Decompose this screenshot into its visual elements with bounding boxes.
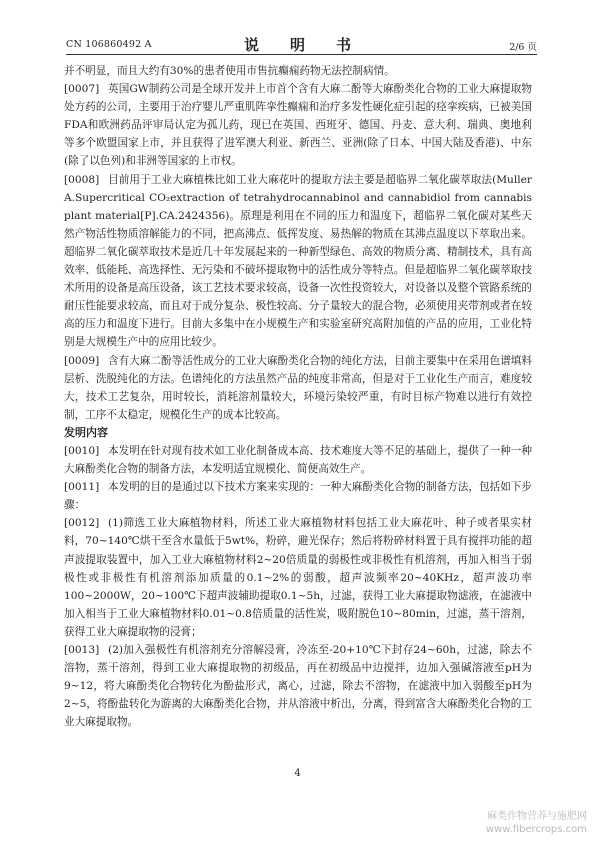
page-info: 2/6 页	[509, 42, 537, 53]
watermark-url: www.fibercrops.com	[485, 824, 587, 835]
paragraph-0011	[64, 478, 532, 514]
paragraph-text: (1)筛选工业大麻植物材料，所述工业大麻植物材料包括工业大麻花叶、种子或者果实材料，70~140℃烘干至含水量低于5wt%，粉碎，避光保存；然后将粉碎材料置于具有搅拌功能的超声波提取装置中，加入工业大麻植物材料2~20倍质量的弱极性或非极性有机溶剂，再加入相当于弱极性或非极性有机溶剂添加质量的0.1~2%的弱酸，超声波频率20~40KHz，超声波功率100~2000W，20~100℃下超声波辅助提取0.1~5h，过滤，获得工业大麻提取物滤液，在滤液中加入相当于工业大麻植物材料0.01~0.8倍质量的活性炭，吸附脱色10~80min，过滤，蒸干溶剂，获得工业大麻提取物的浸膏；	[64, 517, 532, 638]
paragraph-number: [0011]	[64, 481, 100, 494]
paragraph-0009	[64, 352, 532, 424]
document-title: 说 明 书	[243, 36, 359, 54]
paragraph-text: 含有大麻二酚等活性成分的工业大麻酚类化合物的纯化方法，目前主要集中在采用色谱填料层析、洗脱纯化的方法。色谱纯化的方法虽然产品的纯度非常高，但是对于工业化生产而言，难度较大，技术工艺复杂，用时较长，消耗溶剂量较大，环境污染较严重，有时目标产物难以进行有效控制，工序不太稳定，规模化生产的成本比较高。	[64, 354, 532, 421]
paragraph-text: (2)加入强极性有机溶剂充分溶解浸膏，冷冻至-20+10℃下封存24~60h，过滤，除去不溶物，蒸干溶剂，得到工业大麻提取物的初级品，再在初级品中边搅拌，边加入强碱溶液至pH为9~12，将大麻酚类化合物转化为酚盐形式，离心，过滤，除去不溶物，在滤液中加入弱酸至pH为2~5，将酚盐转化为游离的大麻酚类化合物，并从溶液中析出，分离，得到富含大麻酚类化合物的工业大麻提取物。	[64, 644, 532, 729]
publication-number: CN 106860492 A	[66, 39, 152, 50]
continued-text: 并不明显，而且大约有30%的患者使用市售抗癫痫药物无法控制病情。	[64, 65, 395, 77]
paragraph-number: [0013]	[64, 644, 100, 656]
paragraph-0013	[64, 641, 532, 731]
watermark-site-name: 麻类作物营养与施肥网	[487, 811, 587, 822]
paragraph-number: [0008]	[64, 173, 100, 186]
document-body	[64, 62, 532, 731]
paragraph-number: [0012]	[64, 517, 100, 530]
paragraph-0010	[64, 442, 532, 478]
paragraph-number: [0007]	[64, 83, 100, 96]
paragraph-0008	[64, 171, 532, 352]
paragraph-number: [0009]	[64, 354, 100, 367]
page-number: 4	[294, 768, 301, 779]
page-header	[66, 34, 537, 55]
paragraph-text: 目前用于工业大麻植株比如工业大麻花叶的提取方法主要是超临界二氧化碳萃取法(Muller A.Supercritical CO₂extraction of tetrahydrocannabinol and cannabidiol from cannabis plant material[P].CA.2424356)。原理是利用在不同的压力和温度下，超临界二氧化碳对某些天然产物活性物质溶解能力的不同，把高沸点、低挥发度、易热解的物质在其沸点温度以下萃取出来。超临界二氧化碳萃取技术是近几十年发展起来的一种新型绿色、高效的物质分离、精制技术，具有高效率、低能耗、高选择性、无污染和不破坏提取物中的活性成分等特点。但是超临界二氧化碳萃取技术所用的设备是高压设备，该工艺技术要求较高，设备一次性投资较大，对设备以及整个管路系统的耐压性能要求较高，而且对于成分复杂、极性较高、分子量较大的混合物，必须使用夹带剂或者在较高的压力和温度下进行。目前大多集中在小规模生产和实验室研究高附加值的产品的应用，工业化特别是大规模生产中的应用比较少。	[64, 173, 532, 349]
paragraph-text: 本发明的目的是通过以下技术方案来实现的：一种大麻酚类化合物的制备方法，包括如下步骤：	[64, 481, 532, 512]
section-heading: 发明内容	[64, 425, 108, 439]
paragraph-0012	[64, 514, 532, 641]
paragraph-number: [0010]	[64, 444, 100, 457]
paragraph-0007	[64, 80, 532, 170]
paragraph-text: 本发明在针对现有技术如工业化制备成本高、技术难度大等不足的基础上，提供了一种一种大麻酚类化合物的制备方法，本发明适宜规模化、简便高效生产。	[64, 444, 532, 476]
paragraph-text: 英国GW制药公司是全球开发并上市首个含有大麻二酚等大麻酚类化合物的工业大麻提取物处方药的公司，主要用于治疗婴儿严重肌阵挛性癫痫和治疗多发性硬化症引起的痉挛疾病，已被美国FDA和欧洲药品评审局认定为孤儿药，现已在英国、西班牙、德国、丹麦、意大利、瑞典、奥地利等多个欧盟国家上市，并且获得了进军澳大利亚、新西兰、亚洲(除了日本、中国大陆及香港)、中东(除了以色列)和非洲等国家的上市权。	[64, 83, 532, 168]
watermark	[486, 810, 587, 836]
